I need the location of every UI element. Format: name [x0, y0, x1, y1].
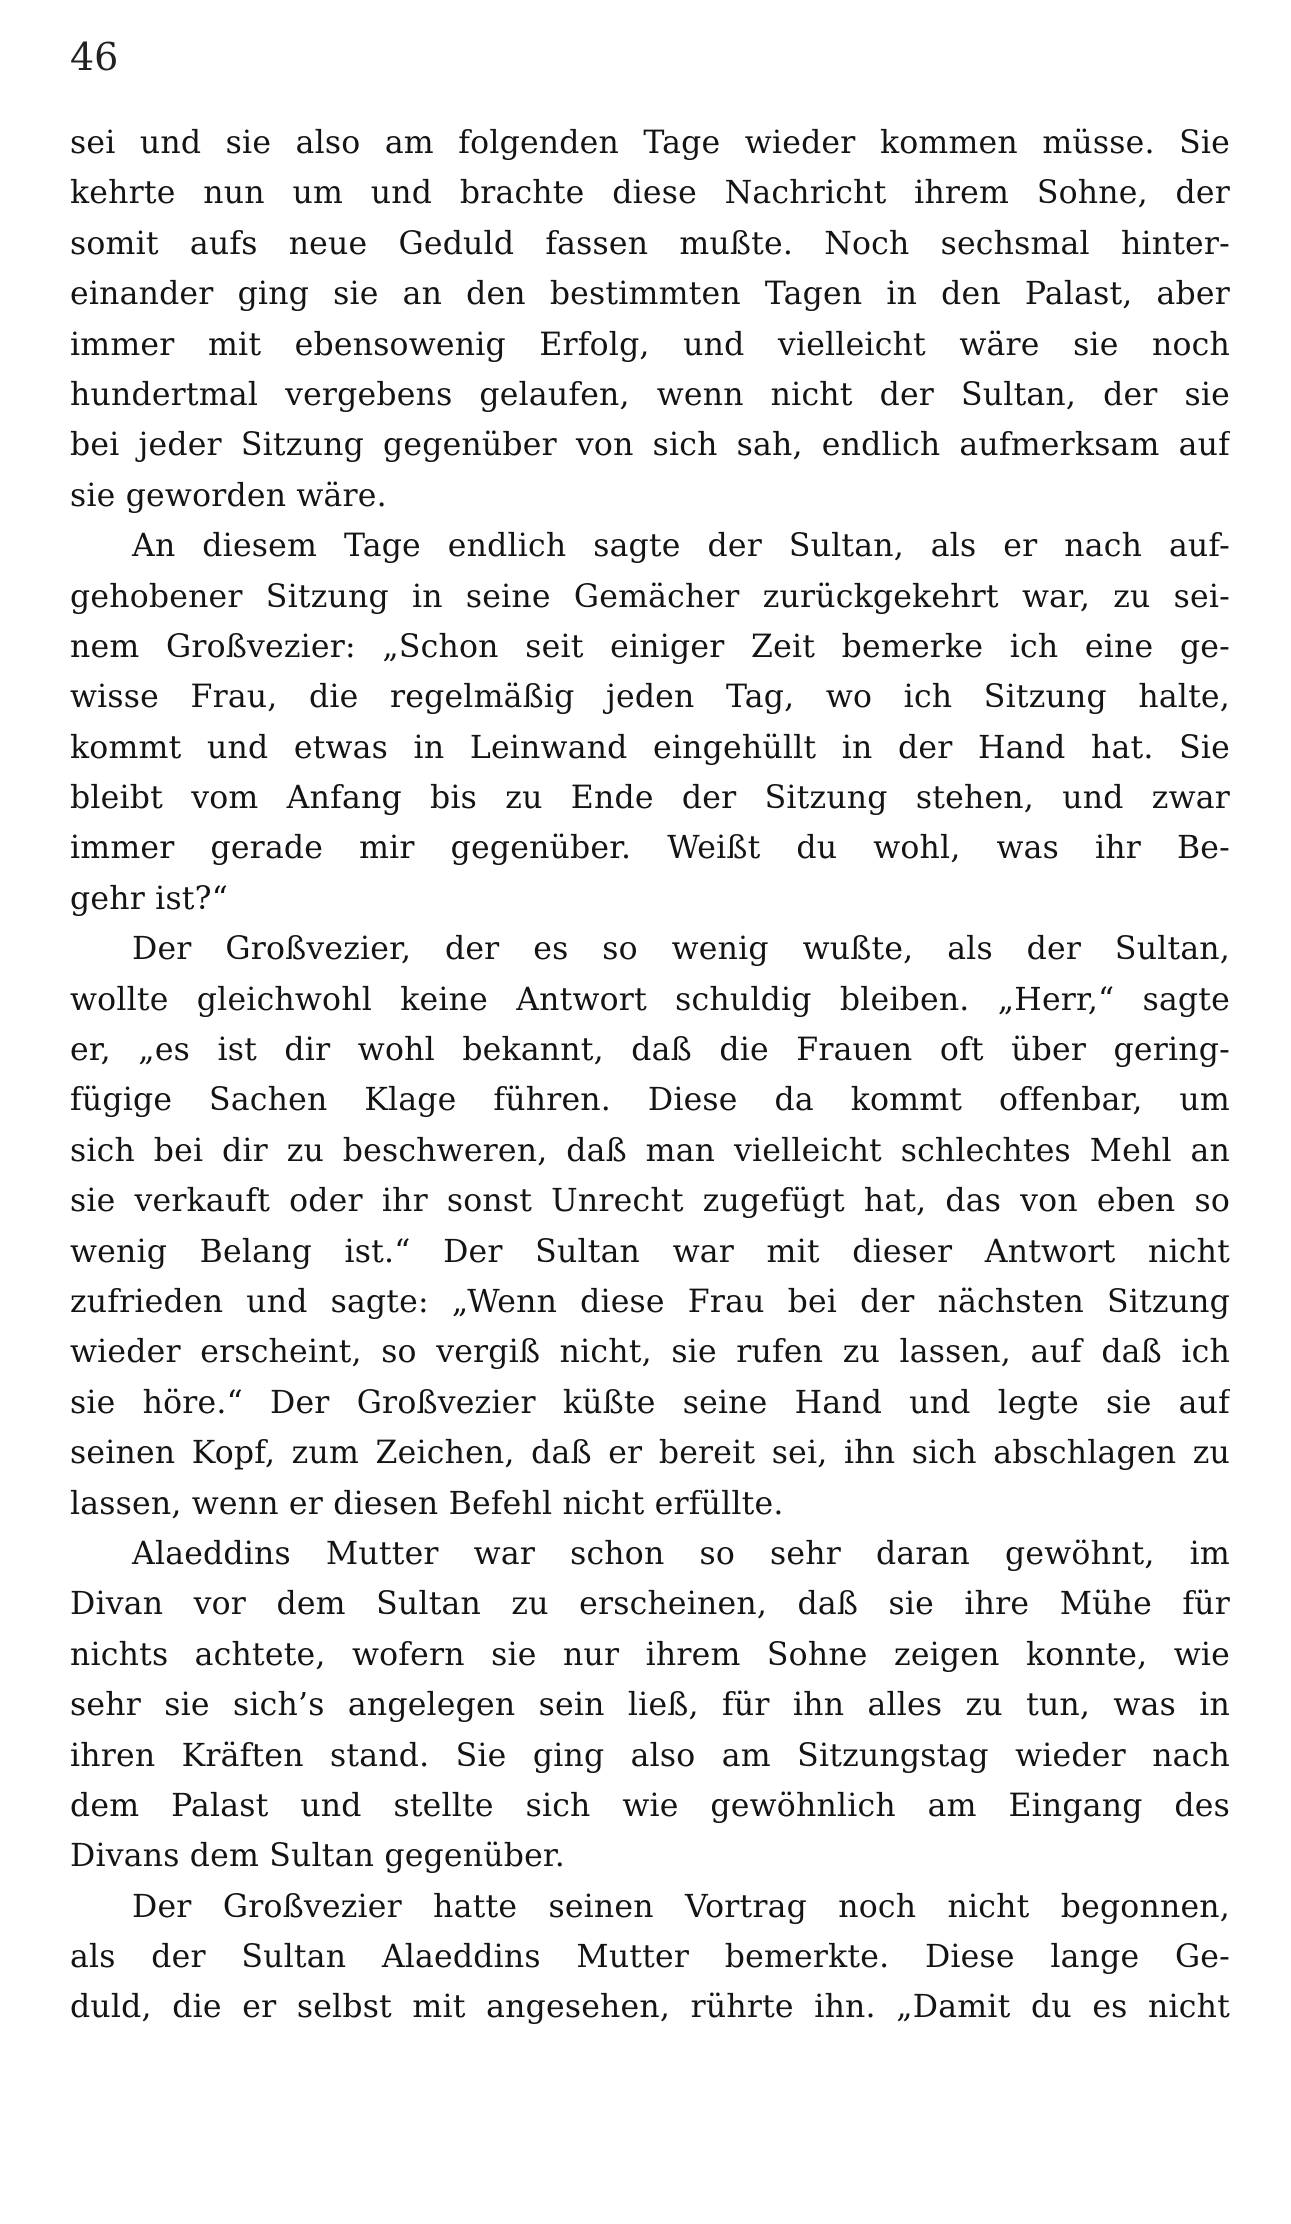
text-line: hundertmal vergebens gelaufen, wenn nicht der Sultan, der sie: [70, 376, 1230, 413]
text-line: wisse Frau, die regelmäßig jeden Tag, wo ich Sitzung halte,: [70, 679, 1230, 716]
text-line: bei jeder Sitzung gegenüber von sich sah, endlich aufmerksam auf: [70, 427, 1230, 464]
text-line: als der Sultan Alaeddins Mutter bemerkte. Diese lange Ge-: [70, 1939, 1230, 1976]
text-line: immer mit ebensowenig Erfolg, und vielleicht wäre sie noch: [70, 326, 1230, 363]
text-line: dem Palast und stellte sich wie gewöhnlich am Eingang des: [70, 1787, 1230, 1824]
text-line: ihren Kräften stand. Sie ging also am Sitzungstag wieder nach: [70, 1737, 1230, 1774]
text-line: sehr sie sich’s angelegen sein ließ, für ihn alles zu tun, was in: [70, 1687, 1230, 1724]
page-number: 46: [70, 35, 119, 79]
text-line: nichts achtete, wofern sie nur ihrem Sohne zeigen konnte, wie: [70, 1636, 1230, 1673]
text-line: lassen, wenn er diesen Befehl nicht erfüllte.: [70, 1485, 784, 1522]
text-line: Alaeddins Mutter war schon so sehr daran gewöhnt, im: [132, 1535, 1230, 1572]
text-line: immer gerade mir gegenüber. Weißt du wohl, was ihr Be-: [70, 830, 1230, 867]
text-line: wollte gleichwohl keine Antwort schuldig bleiben. „Herr,“ sagte: [70, 981, 1230, 1018]
text-line: kehrte nun um und brachte diese Nachricht ihrem Sohne, der: [70, 175, 1230, 212]
text-line: wenig Belang ist.“ Der Sultan war mit dieser Antwort nicht: [70, 1233, 1230, 1270]
text-line: er, „es ist dir wohl bekannt, daß die Frauen oft über gering-: [70, 1032, 1230, 1069]
text-line: kommt und etwas in Leinwand eingehüllt in der Hand hat. Sie: [70, 729, 1230, 766]
text-line: Divans dem Sultan gegenüber.: [70, 1838, 565, 1875]
text-line: sich bei dir zu beschweren, daß man vielleicht schlechtes Mehl an: [70, 1132, 1230, 1169]
text-line: nem Großvezier: „Schon seit einiger Zeit bemerke ich eine ge-: [70, 628, 1230, 665]
text-line: bleibt vom Anfang bis zu Ende der Sitzung stehen, und zwar: [70, 780, 1230, 817]
text-line: wieder erscheint, so vergiß nicht, sie rufen zu lassen, auf daß ich: [70, 1334, 1230, 1371]
text-line: Der Großvezier hatte seinen Vortrag noch nicht begonnen,: [132, 1888, 1230, 1925]
text-line: fügige Sachen Klage führen. Diese da kommt offenbar, um: [70, 1082, 1230, 1119]
text-line: An diesem Tage endlich sagte der Sultan, als er nach auf-: [132, 528, 1230, 565]
text-line: sie verkauft oder ihr sonst Unrecht zugefügt hat, das von eben so: [70, 1183, 1230, 1220]
text-line: sei und sie also am folgenden Tage wieder kommen müsse. Sie: [70, 125, 1230, 161]
text-line: Der Großvezier, der es so wenig wußte, als der Sultan,: [132, 931, 1230, 968]
text-line: seinen Kopf, zum Zeichen, daß er bereit sei, ihn sich abschlagen zu: [70, 1435, 1230, 1472]
text-line: Divan vor dem Sultan zu erscheinen, daß sie ihre Mühe für: [70, 1586, 1230, 1623]
text-line: sie geworden wäre.: [70, 477, 387, 514]
text-line: gehr ist?“: [70, 880, 229, 917]
text-line: duld, die er selbst mit angesehen, rührte ihn. „Damit du es nicht: [70, 1989, 1230, 2026]
text-line: einander ging sie an den bestimmten Tagen in den Palast, aber: [70, 276, 1230, 313]
body-text: [70, 118, 1230, 2033]
text-line: sie höre.“ Der Großvezier küßte seine Hand und legte sie auf: [70, 1384, 1230, 1421]
text-line: gehobener Sitzung in seine Gemächer zurückgekehrt war, zu sei-: [70, 578, 1230, 615]
text-line: somit aufs neue Geduld fassen mußte. Noch sechsmal hinter-: [70, 225, 1230, 262]
text-line: zufrieden und sagte: „Wenn diese Frau bei der nächsten Sitzung: [70, 1283, 1230, 1320]
